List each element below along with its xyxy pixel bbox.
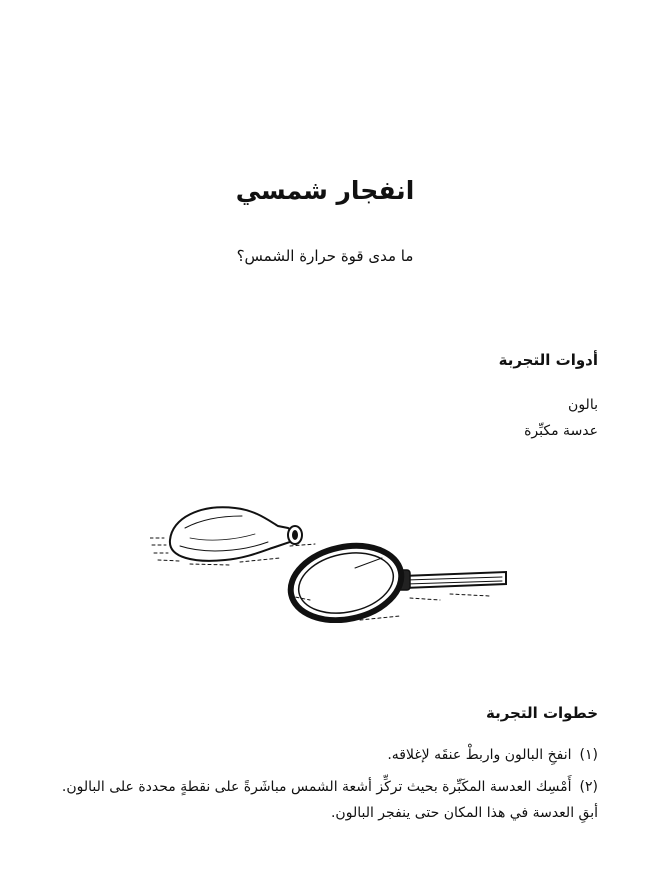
step-number: (١) xyxy=(579,747,598,763)
step-text: أَمْسِك العدسة المكَبِّرة بحيث تركِّز أشعة الشمس مباشَرةً على نقطةٍ محددة على البالون. أبقِ العدسة في هذا المكان حتى ينفجر البالون. xyxy=(61,779,598,821)
tool-item-balloon: بالون xyxy=(568,397,598,413)
tool-item-magnifier: عدسة مكبِّرة xyxy=(524,423,598,439)
tools-heading: أدوات التجربة xyxy=(498,351,598,369)
steps-heading: خطوات التجربة xyxy=(485,704,598,722)
step-text: انفخِ البالون واربطْ عنقَه لإغلاقه. xyxy=(387,747,572,763)
balloon-icon xyxy=(150,507,315,565)
experiment-illustration xyxy=(150,498,510,623)
step-item xyxy=(50,774,598,826)
step-item xyxy=(50,742,598,768)
page-title: انفجار شمسي xyxy=(235,176,415,205)
question-subtitle: ما مدى قوة حرارة الشمس؟ xyxy=(236,247,414,265)
magnifying-glass-icon xyxy=(284,536,506,623)
step-number: (٢) xyxy=(579,779,598,795)
